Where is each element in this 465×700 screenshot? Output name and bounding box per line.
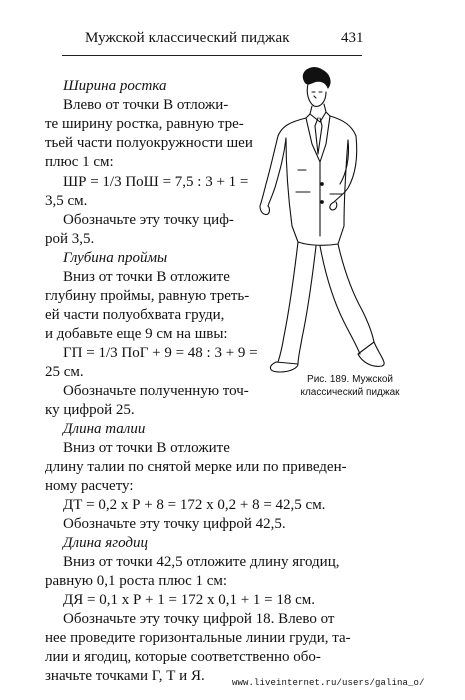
formula-line: 3,5 см. xyxy=(45,193,88,209)
figure-caption-line1: Рис. 189. Мужской xyxy=(307,374,393,385)
section-heading-hip-length: Длина ягодиц xyxy=(63,535,148,551)
formula-line: ГП = 1/3 ПоГ + 9 = 48 : 3 + 9 = xyxy=(63,345,258,361)
page-number: 431 xyxy=(341,30,364,46)
text-line: длину талии по снятой мерке или по приведен- xyxy=(45,459,347,475)
text-line: ку цифрой 25. xyxy=(45,402,135,418)
text-line: Вниз от точки В отложите xyxy=(63,440,230,456)
text-line: те ширину ростка, равную тре- xyxy=(45,116,244,132)
text-line: и добавьте еще 9 см на швы: xyxy=(45,326,228,342)
formula-line: ДТ = 0,2 х Р + 8 = 172 х 0,2 + 8 = 42,5 см. xyxy=(63,497,326,513)
text-line: тьей части полуокружности шеи xyxy=(45,135,253,151)
text-line: Влево от точки В отложи- xyxy=(63,97,229,113)
section-heading-neck-width: Ширина ростка xyxy=(63,78,167,94)
text-line: лии и ягодиц, которые соответственно обо- xyxy=(45,649,321,665)
text-line: Обозначьте эту точку цифрой 18. Влево от xyxy=(63,611,335,627)
text-line: плюс 1 см: xyxy=(45,154,114,170)
text-line: рой 3,5. xyxy=(45,231,95,247)
text-line: глубину проймы, равную треть- xyxy=(45,288,250,304)
source-url[interactable]: www.liveinternet.ru/users/galina_o/ xyxy=(232,678,425,688)
text-line: Обозначьте полученную точ- xyxy=(63,383,249,399)
header-rule xyxy=(62,55,362,56)
running-header: Мужской классический пиджак xyxy=(85,30,290,46)
figure-caption-line2: классический пиджак xyxy=(300,387,400,398)
formula-line: 25 см. xyxy=(45,364,84,380)
formula-line: ШР = 1/3 ПоШ = 7,5 : 3 + 1 = xyxy=(63,174,249,190)
text-line: нее проведите горизонтальные линии груди, та- xyxy=(45,630,351,646)
text-line: значьте точками Г, Т и Я. xyxy=(45,668,205,684)
text-line: ей части полуобхвата груди, xyxy=(45,307,225,323)
section-heading-waist-length: Длина талии xyxy=(63,421,146,437)
man-in-classic-jacket-illustration xyxy=(240,66,395,376)
text-line: ному расчету: xyxy=(45,478,134,494)
text-line: Обозначьте эту точку цифрой 42,5. xyxy=(63,516,286,532)
text-line: Вниз от точки В отложите xyxy=(63,269,230,285)
text-line: Обозначьте эту точку циф- xyxy=(63,212,234,228)
section-heading-armhole-depth: Глубина проймы xyxy=(63,250,168,266)
text-line: равную 0,1 роста плюс 1 см: xyxy=(45,573,228,589)
formula-line: ДЯ = 0,1 х Р + 1 = 172 х 0,1 + 1 = 18 см. xyxy=(63,592,316,608)
text-line: Вниз от точки 42,5 отложите длину ягодиц, xyxy=(63,554,340,570)
